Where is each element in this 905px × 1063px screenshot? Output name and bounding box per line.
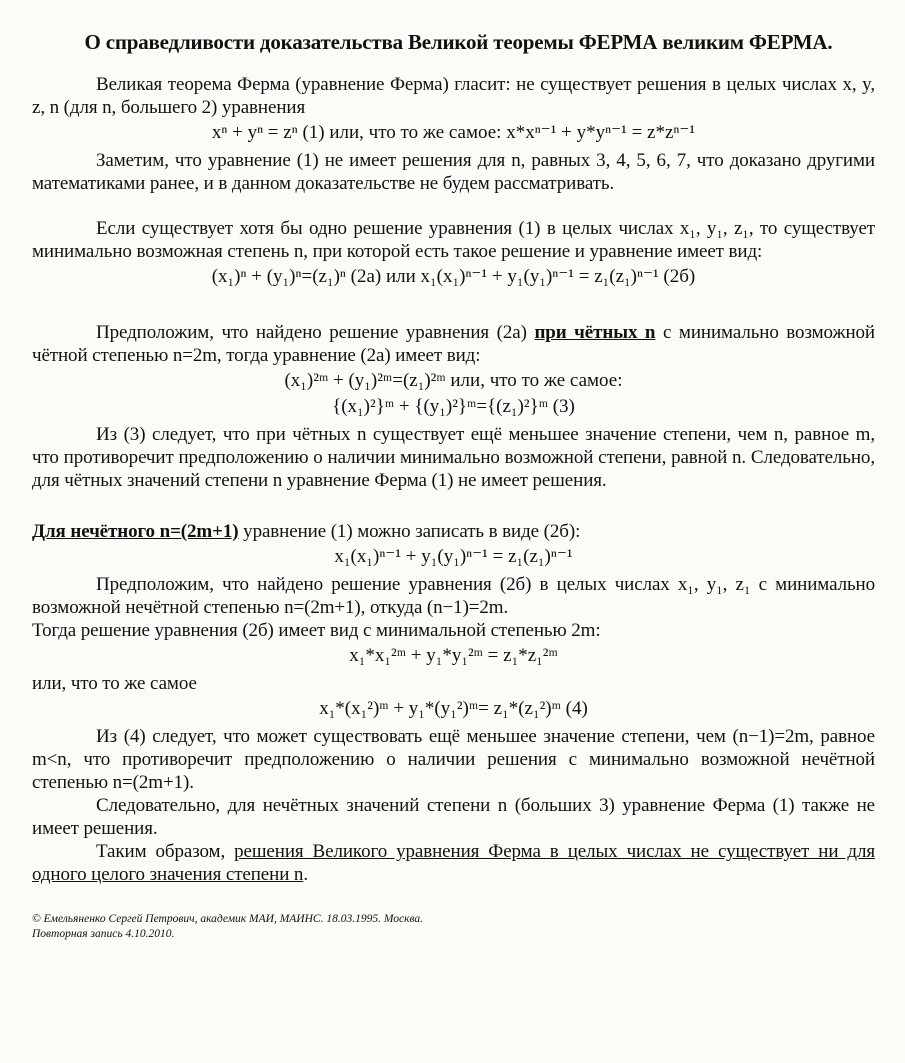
document-title: О справедливости доказательства Великой теоремы ФЕРМА великим ФЕРМА. [84,30,833,54]
final-period: . [303,864,308,885]
paragraph-even-case [32,321,875,367]
equation-3b: {(x₁)²}ᵐ + {(y₁)²}ᵐ={(z₁)²}ᵐ (3) [332,396,575,417]
spacer [32,492,875,520]
paragraph-odd-form: Тогда решение уравнения (2б) имеет вид с минимальной степенью 2m: [32,620,601,641]
paragraph-odd-assumption: Предположим, что найдено решение уравнения (2б) в целых числах x₁, y₁, z₁ с минимально возможной нечётной степенью n=(2m+1), откуда (n−1)=2m. [32,574,875,618]
final-underlined: решения Великого уравнения Ферма в целых числах не существует ни для одного целого значения степени n [32,841,876,885]
footer-date: Повторная запись 4.10.2010. [32,928,175,940]
even-case-text-b: с минимально возможной чётной степенью n=2m, тогда уравнение (2а) имеет вид: [32,322,876,366]
spacer [32,195,875,217]
odd-case-text: уравнение (1) можно записать в виде (2б): [243,521,581,542]
even-case-underlined: при чётных n [534,322,656,343]
equation-2: (x₁)ⁿ + (y₁)ⁿ=(z₁)ⁿ (2а) или x₁(x₁)ⁿ⁻¹ + y₁(y₁)ⁿ⁻¹ = z₁(z₁)ⁿ⁻¹ (2б) [211,266,696,287]
footer-author: © Емельяненко Сергей Петрович, академик МАИ, МАИНС. 18.03.1995. Москва. [32,913,424,925]
final-text: Таким образом, [96,841,226,862]
paragraph-odd-contradiction: Из (4) следует, что может существовать ещё меньшее значение степени, чем (n−1)=2m, равное m<n, что противоречит предположению о наличии решения с минимально возможной нечётной степенью n=(2m+1). [32,726,875,793]
paragraph-same: или, что то же самое [32,673,197,694]
paragraph-final [32,840,875,886]
paragraph-intro: Великая теорема Ферма (уравнение Ферма) гласит: не существует решения в целых числах x, y, z, n (для n, большего 2) уравнения [32,74,875,118]
footer [32,912,875,942]
spacer [32,293,875,321]
paragraph-note: Заметим, что уравнение (1) не имеет решения для n, равных 3, 4, 5, 6, 7, что доказано другими математиками ранее, и в данном доказательстве не будем рассматривать. [32,150,875,194]
equation-4: x₁*(x₁²)ᵐ + y₁*(y₁²)ᵐ= z₁*(z₁²)ᵐ (4) [319,698,588,719]
equation-1: xⁿ + yⁿ = zⁿ (1) или, что то же самое: x*xⁿ⁻¹ + y*yⁿ⁻¹ = z*zⁿ⁻¹ [211,122,696,143]
equation-3a: (x₁)²ᵐ + (y₁)²ᵐ=(z₁)²ᵐ или, что то же самое: [284,370,623,391]
paragraph-minimal-degree: Если существует хотя бы одно решение уравнения (1) в целых числах x₁, y₁, z₁, то существует минимально возможная степень n, при которой есть такое решение и уравнение имеет вид: [32,218,875,262]
paragraph-odd-case [32,520,875,543]
even-case-text-a: Предположим, что найдено решение уравнения (2а) [96,322,527,343]
odd-case-underlined: Для нечётного n=(2m+1) [32,521,239,542]
paragraph-even-conclusion: Из (3) следует, что при чётных n существует ещё меньшее значение степени, чем n, равное m, что противоречит предположению о наличии минимально возможной степени, равной n. Следовательно, для чётных значений степени n уравнение Ферма (1) не имеет решения. [32,424,875,491]
paragraph-odd-conclusion: Следовательно, для нечётных значений степени n (больших 3) уравнение Ферма (1) также не имеет решения. [32,795,875,839]
equation-2b: x₁(x₁)ⁿ⁻¹ + y₁(y₁)ⁿ⁻¹ = z₁(z₁)ⁿ⁻¹ [334,546,573,567]
equation-odd: x₁*x₁²ᵐ + y₁*y₁²ᵐ = z₁*z₁²ᵐ [349,645,558,666]
